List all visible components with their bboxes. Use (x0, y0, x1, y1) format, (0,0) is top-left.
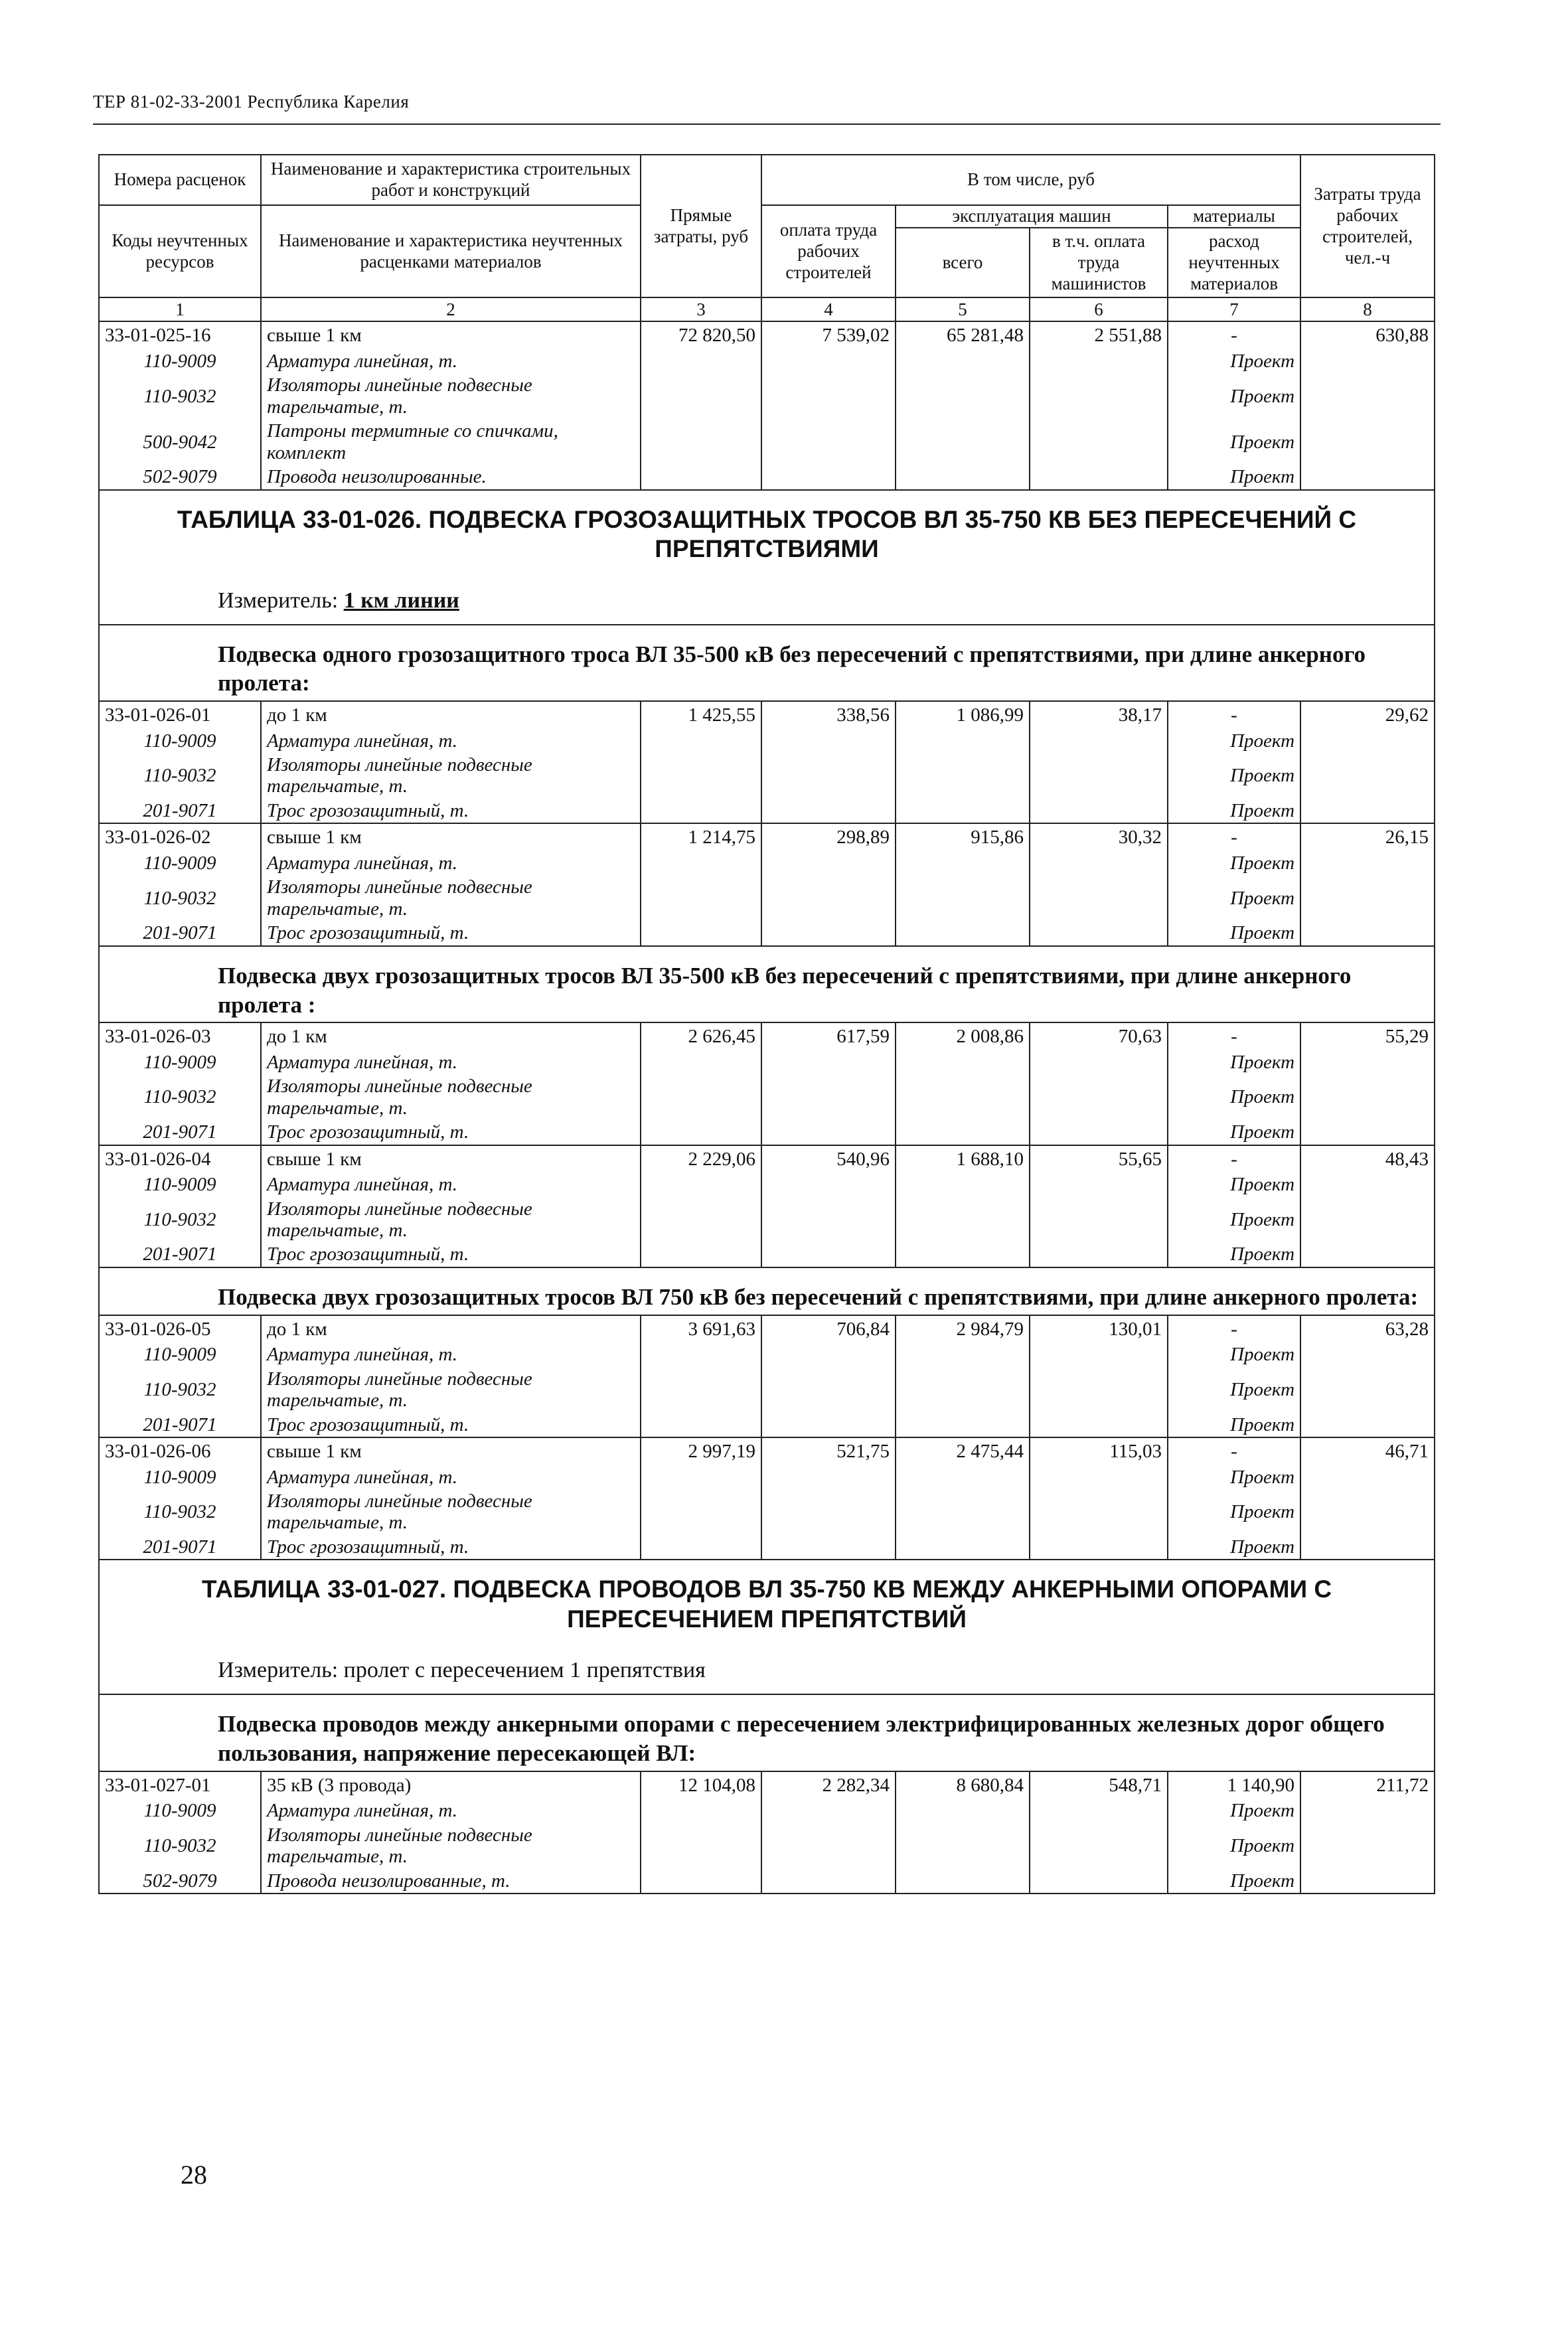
material-name: Арматура линейная, т. (261, 1050, 641, 1074)
material-value: Проект (1168, 875, 1300, 921)
section-heading: Подвеска одного грозозащитного троса ВЛ 35-500 кВ без пересечений с препятствиями, при длине анкерного пролета: (99, 625, 1435, 702)
machines-total: 2 984,79 (896, 1315, 1030, 1342)
labor-pay: 7 539,02 (761, 321, 896, 349)
direct-cost: 72 820,50 (641, 321, 761, 349)
machines-total: 1 086,99 (896, 701, 1030, 728)
materials-unaccounted: - (1168, 1022, 1300, 1050)
material-code: 110-9009 (99, 1342, 261, 1366)
rate-row (99, 823, 1435, 850)
rate-row (99, 1437, 1435, 1465)
page-number: 28 (181, 2160, 207, 2190)
rate-row (99, 1145, 1435, 1172)
material-name: Изоляторы линейные подвесные тарельчатые, т. (261, 1489, 641, 1535)
machines-total: 1 688,10 (896, 1145, 1030, 1172)
material-row (99, 373, 1435, 419)
worker-hours: 29,62 (1300, 701, 1435, 728)
section-row (99, 1694, 1435, 1771)
header-group-machines: эксплуатация машин (896, 205, 1168, 228)
material-row (99, 921, 1435, 945)
material-code: 110-9009 (99, 1172, 261, 1196)
material-name: Арматура линейная, т. (261, 1465, 641, 1489)
material-value: Проект (1168, 1074, 1300, 1120)
rate-code: 33-01-026-04 (99, 1145, 261, 1172)
materials-unaccounted: - (1168, 321, 1300, 349)
machines-labor: 130,01 (1030, 1315, 1168, 1342)
materials-unaccounted: - (1168, 1315, 1300, 1342)
material-code: 110-9032 (99, 1489, 261, 1535)
materials-unaccounted: - (1168, 1145, 1300, 1172)
material-value: Проект (1168, 1172, 1300, 1196)
machines-labor: 2 551,88 (1030, 321, 1168, 349)
material-code: 110-9032 (99, 875, 261, 921)
material-value: Проект (1168, 1050, 1300, 1074)
material-code: 502-9079 (99, 465, 261, 489)
worker-hours: 46,71 (1300, 1437, 1435, 1465)
material-name: Трос грозозащитный, т. (261, 799, 641, 823)
column-number: 4 (761, 297, 896, 321)
material-row (99, 1120, 1435, 1145)
measure-line (99, 568, 1435, 625)
table-title-row (99, 490, 1435, 568)
material-row (99, 1413, 1435, 1437)
material-row (99, 1535, 1435, 1560)
labor-pay: 521,75 (761, 1437, 896, 1465)
material-value: Проект (1168, 799, 1300, 823)
material-row (99, 1197, 1435, 1243)
rate-code: 33-01-025-16 (99, 321, 261, 349)
machines-labor: 115,03 (1030, 1437, 1168, 1465)
material-value: Проект (1168, 1799, 1300, 1822)
rate-name: свыше 1 км (261, 1437, 641, 1465)
material-code: 110-9009 (99, 1465, 261, 1489)
measure-line: Измеритель: пролет с пересечением 1 препятствия (99, 1638, 1435, 1694)
material-code: 110-9009 (99, 851, 261, 875)
machines-total: 65 281,48 (896, 321, 1030, 349)
material-name: Изоляторы линейные подвесные тарельчатые, т. (261, 1367, 641, 1413)
rate-code: 33-01-026-03 (99, 1022, 261, 1050)
machines-total: 2 475,44 (896, 1437, 1030, 1465)
header-group-materials: материалы (1168, 205, 1300, 228)
rate-code: 33-01-026-06 (99, 1437, 261, 1465)
material-row (99, 1242, 1435, 1267)
material-name: Трос грозозащитный, т. (261, 921, 641, 945)
material-code: 110-9032 (99, 1197, 261, 1243)
material-value: Проект (1168, 1342, 1300, 1366)
material-name: Арматура линейная, т. (261, 1172, 641, 1196)
labor-pay: 540,96 (761, 1145, 896, 1172)
material-code: 500-9042 (99, 419, 261, 465)
column-number: 1 (99, 297, 261, 321)
material-row (99, 1342, 1435, 1366)
direct-cost: 1 214,75 (641, 823, 761, 850)
section-row (99, 946, 1435, 1023)
header-name-b: Наименование и характеристика неучтенных расценками материалов (261, 205, 641, 297)
rate-name: до 1 км (261, 701, 641, 728)
material-value: Проект (1168, 1120, 1300, 1145)
rates-table (98, 154, 1435, 1894)
column-number: 8 (1300, 297, 1435, 321)
material-value: Проект (1168, 1242, 1300, 1267)
material-code: 201-9071 (99, 921, 261, 945)
materials-unaccounted: - (1168, 701, 1300, 728)
rate-row (99, 321, 1435, 349)
header-direct: Прямые затраты, руб (641, 155, 761, 297)
material-row (99, 875, 1435, 921)
materials-unaccounted: 1 140,90 (1168, 1771, 1300, 1799)
material-name: Патроны термитные со спичками, комплект (261, 419, 641, 465)
rate-code: 33-01-026-05 (99, 1315, 261, 1342)
running-header: ТЕР 81-02-33-2001 Республика Карелия (93, 92, 410, 112)
material-value: Проект (1168, 1489, 1300, 1535)
material-row (99, 799, 1435, 823)
material-name: Арматура линейная, т. (261, 1799, 641, 1822)
measure-row (99, 1638, 1435, 1694)
measure-row (99, 568, 1435, 625)
material-code: 110-9009 (99, 1050, 261, 1074)
machines-total: 915,86 (896, 823, 1030, 850)
material-value: Проект (1168, 1413, 1300, 1437)
material-code: 110-9032 (99, 1823, 261, 1869)
worker-hours: 63,28 (1300, 1315, 1435, 1342)
column-number: 2 (261, 297, 641, 321)
material-name: Провода неизолированные, т. (261, 1869, 641, 1894)
section-heading: Подвеска проводов между анкерными опорами с пересечением электрифицированных железных дорог общего пользования, напряжение пересекающей ВЛ: (99, 1694, 1435, 1771)
header-mach-total: всего (896, 228, 1030, 298)
machines-labor: 55,65 (1030, 1145, 1168, 1172)
material-value: Проект (1168, 419, 1300, 465)
material-code: 201-9071 (99, 1413, 261, 1437)
material-name: Арматура линейная, т. (261, 1342, 641, 1366)
direct-cost: 2 626,45 (641, 1022, 761, 1050)
material-value: Проект (1168, 373, 1300, 419)
material-value: Проект (1168, 1465, 1300, 1489)
section-row (99, 625, 1435, 702)
measure-value: 1 км линии (343, 588, 459, 613)
column-numbers-row (99, 297, 1435, 321)
material-name: Трос грозозащитный, т. (261, 1413, 641, 1437)
column-number: 5 (896, 297, 1030, 321)
machines-total: 8 680,84 (896, 1771, 1030, 1799)
table-header (99, 155, 1435, 321)
material-value: Проект (1168, 1535, 1300, 1560)
material-row (99, 1799, 1435, 1822)
section-heading: Подвеска двух грозозащитных тросов ВЛ 35-500 кВ без пересечений с препятствиями, при длине анкерного пролета : (99, 946, 1435, 1023)
labor-pay: 338,56 (761, 701, 896, 728)
rate-name: свыше 1 км (261, 1145, 641, 1172)
worker-hours: 630,88 (1300, 321, 1435, 349)
header-mach-labor: в т.ч. оплата труда машинистов (1030, 228, 1168, 298)
material-row (99, 1074, 1435, 1120)
measure-prefix: Измеритель: (218, 588, 339, 613)
header-group-incl: В том числе, руб (761, 155, 1300, 205)
rate-code: 33-01-026-02 (99, 823, 261, 850)
material-code: 110-9009 (99, 729, 261, 753)
rate-name: до 1 км (261, 1022, 641, 1050)
material-value: Проект (1168, 851, 1300, 875)
material-code: 502-9079 (99, 1869, 261, 1894)
column-number: 6 (1030, 297, 1168, 321)
rate-row (99, 1771, 1435, 1799)
header-mat-unacc: расход неучтенных материалов (1168, 228, 1300, 298)
direct-cost: 3 691,63 (641, 1315, 761, 1342)
direct-cost: 2 229,06 (641, 1145, 761, 1172)
labor-pay: 617,59 (761, 1022, 896, 1050)
material-row (99, 419, 1435, 465)
direct-cost: 12 104,08 (641, 1771, 761, 1799)
labor-pay: 706,84 (761, 1315, 896, 1342)
rate-name: 35 кВ (3 провода) (261, 1771, 641, 1799)
machines-labor: 548,71 (1030, 1771, 1168, 1799)
material-code: 110-9009 (99, 1799, 261, 1822)
section-row (99, 1267, 1435, 1315)
material-code: 201-9071 (99, 1120, 261, 1145)
material-code: 201-9071 (99, 1535, 261, 1560)
header-labor-pay: оплата труда рабочих строителей (761, 205, 896, 297)
material-name: Провода неизолированные. (261, 465, 641, 489)
material-name: Арматура линейная, т. (261, 729, 641, 753)
material-row (99, 1823, 1435, 1869)
material-code: 201-9071 (99, 799, 261, 823)
material-name: Изоляторы линейные подвесные тарельчатые, т. (261, 1074, 641, 1120)
material-row (99, 1050, 1435, 1074)
material-value: Проект (1168, 1869, 1300, 1894)
material-value: Проект (1168, 753, 1300, 799)
worker-hours: 48,43 (1300, 1145, 1435, 1172)
material-name: Арматура линейная, т. (261, 349, 641, 373)
direct-cost: 1 425,55 (641, 701, 761, 728)
rate-name: до 1 км (261, 1315, 641, 1342)
material-row (99, 465, 1435, 489)
table-title: ТАБЛИЦА 33-01-027. ПОДВЕСКА ПРОВОДОВ ВЛ 35-750 КВ МЕЖДУ АНКЕРНЫМИ ОПОРАМИ С ПЕРЕСЕЧЕНИЕМ ПРЕПЯТСТВИЙ (99, 1560, 1435, 1638)
column-number: 7 (1168, 297, 1300, 321)
material-code: 110-9032 (99, 1367, 261, 1413)
header-code-a: Номера расценок (99, 155, 261, 205)
header-name-a: Наименование и характеристика строительных работ и конструкций (261, 155, 641, 205)
material-row (99, 1869, 1435, 1894)
material-code: 110-9032 (99, 1074, 261, 1120)
material-code: 110-9009 (99, 349, 261, 373)
rate-code: 33-01-027-01 (99, 1771, 261, 1799)
material-row (99, 349, 1435, 373)
header-code-b: Коды неучтенных ресурсов (99, 205, 261, 297)
machines-total: 2 008,86 (896, 1022, 1030, 1050)
material-name: Изоляторы линейные подвесные тарельчатые, т. (261, 1823, 641, 1869)
material-name: Трос грозозащитный, т. (261, 1535, 641, 1560)
material-name: Трос грозозащитный, т. (261, 1120, 641, 1145)
material-value: Проект (1168, 1823, 1300, 1869)
material-row (99, 851, 1435, 875)
rate-name: свыше 1 км (261, 823, 641, 850)
material-name: Арматура линейная, т. (261, 851, 641, 875)
worker-hours: 26,15 (1300, 823, 1435, 850)
material-value: Проект (1168, 349, 1300, 373)
material-row (99, 1172, 1435, 1196)
material-value: Проект (1168, 1367, 1300, 1413)
rate-row (99, 1022, 1435, 1050)
material-row (99, 753, 1435, 799)
material-name: Изоляторы линейные подвесные тарельчатые, т. (261, 373, 641, 419)
material-code: 110-9032 (99, 373, 261, 419)
material-value: Проект (1168, 921, 1300, 945)
material-name: Изоляторы линейные подвесные тарельчатые, т. (261, 1197, 641, 1243)
material-row (99, 1367, 1435, 1413)
materials-unaccounted: - (1168, 1437, 1300, 1465)
column-number: 3 (641, 297, 761, 321)
material-row (99, 729, 1435, 753)
machines-labor: 30,32 (1030, 823, 1168, 850)
material-code: 110-9032 (99, 753, 261, 799)
section-heading: Подвеска двух грозозащитных тросов ВЛ 750 кВ без пересечений с препятствиями, при длине анкерного пролета: (99, 1267, 1435, 1315)
header-rule (93, 123, 1441, 125)
labor-pay: 2 282,34 (761, 1771, 896, 1799)
material-row (99, 1489, 1435, 1535)
material-value: Проект (1168, 465, 1300, 489)
worker-hours: 211,72 (1300, 1771, 1435, 1799)
material-code: 201-9071 (99, 1242, 261, 1267)
material-name: Изоляторы линейные подвесные тарельчатые, т. (261, 875, 641, 921)
materials-unaccounted: - (1168, 823, 1300, 850)
labor-pay: 298,89 (761, 823, 896, 850)
table-title: ТАБЛИЦА 33-01-026. ПОДВЕСКА ГРОЗОЗАЩИТНЫХ ТРОСОВ ВЛ 35-750 КВ БЕЗ ПЕРЕСЕЧЕНИЙ С ПРЕПЯТСТВИЯМИ (99, 490, 1435, 568)
direct-cost: 2 997,19 (641, 1437, 761, 1465)
material-name: Трос грозозащитный, т. (261, 1242, 641, 1267)
material-value: Проект (1168, 729, 1300, 753)
header-workers: Затраты труда рабочих строителей, чел.-ч (1300, 155, 1435, 297)
rate-row (99, 701, 1435, 728)
material-name: Изоляторы линейные подвесные тарельчатые, т. (261, 753, 641, 799)
table-title-row (99, 1560, 1435, 1638)
worker-hours: 55,29 (1300, 1022, 1435, 1050)
machines-labor: 38,17 (1030, 701, 1168, 728)
material-row (99, 1465, 1435, 1489)
rate-row (99, 1315, 1435, 1342)
machines-labor: 70,63 (1030, 1022, 1168, 1050)
material-value: Проект (1168, 1197, 1300, 1243)
rate-name: свыше 1 км (261, 321, 641, 349)
rate-code: 33-01-026-01 (99, 701, 261, 728)
